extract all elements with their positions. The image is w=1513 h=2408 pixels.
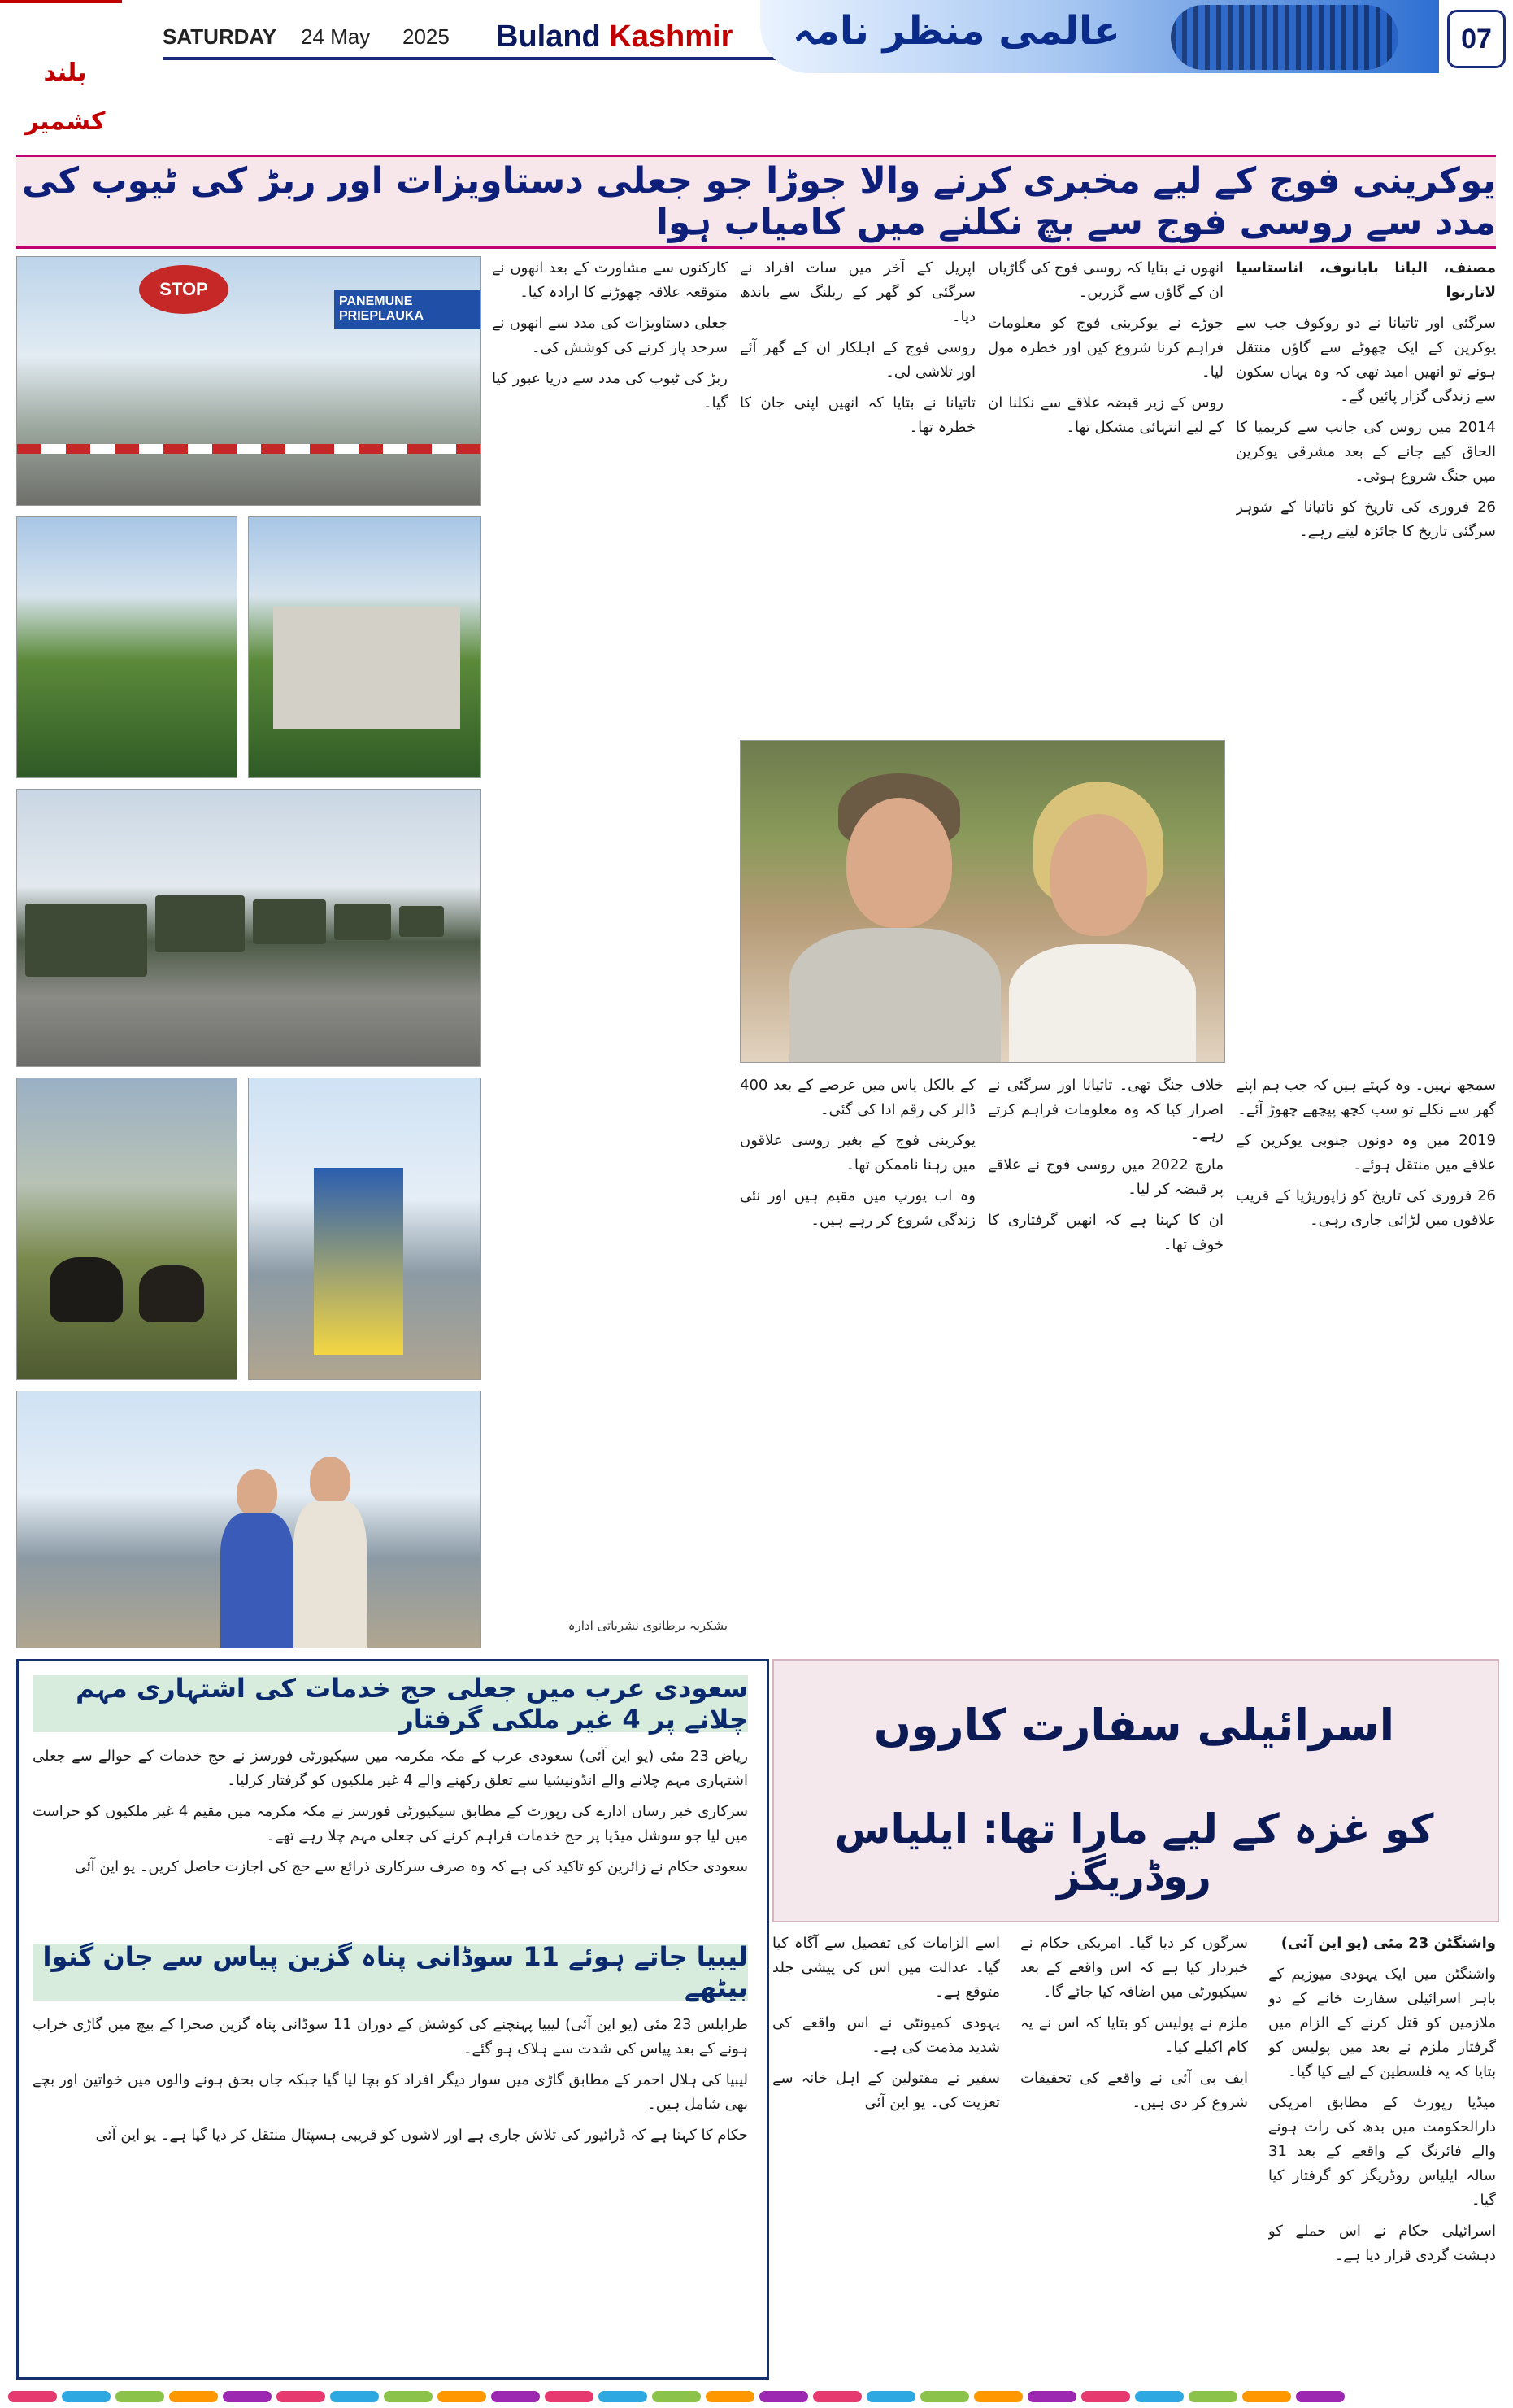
- photo-couple-fountain: [16, 1391, 481, 1648]
- paragraph: ریاض 23 مئی (یو این آئی) سعودی عرب کے مکہ مکرمہ میں سیکیورٹی فورسز نے حج خدمات کے حوالے سے جعلی اشتہاری مہم چلانے والے انڈونیشیا سے تعلق رکھنے والے 4 غیر ملکیوں کو گرفتار کرلیا۔: [33, 1748, 748, 1789]
- credit-line: بشکریہ برطانوی نشریاتی ادارہ: [567, 1618, 728, 1633]
- footer-dot: [1189, 2391, 1237, 2402]
- dateline: واشنگٹن 23 مئی (یو این آئی): [1280, 1935, 1496, 1952]
- paragraph: اسے الزامات کی تفصیل سے آگاہ کیا گیا۔ عدالت میں اس کی پیشی جلد متوقع ہے۔: [772, 1935, 1000, 2001]
- footer-dot: [598, 2391, 647, 2402]
- paragraph: سفیر نے مقتولین کے اہل خانہ سے تعزیت کی۔ یو این آئی: [772, 2070, 1000, 2111]
- footer-dot: [920, 2391, 969, 2402]
- header-brand: [496, 20, 733, 54]
- saudi-headline: سعودی عرب میں جعلی حج خدمات کی اشتہاری مہم چلانے پر 4 غیر ملکی گرفتار: [33, 1675, 748, 1732]
- truck-icon: [253, 899, 326, 944]
- truck-icon: [155, 895, 245, 952]
- paragraph: یہودی کمیونٹی نے اس واقعے کی شدید مذمت کی ہے۔: [772, 2014, 1000, 2056]
- photo-dogs-field: [16, 1078, 237, 1380]
- footer-dot: [652, 2391, 701, 2402]
- israel-headline-line2: کو غزہ کے لیے مارا تھا: ایلیاس روڈریگز: [834, 1805, 1434, 1900]
- footer-dot: [759, 2391, 808, 2402]
- barrier-icon: [17, 444, 480, 454]
- dog-icon: [139, 1265, 204, 1322]
- paragraph: کارکنوں سے مشاورت کے بعد انھوں نے متوقعہ علاقہ چھوڑنے کا ارادہ کیا۔: [492, 259, 728, 301]
- footer-dot: [867, 2391, 915, 2402]
- paragraph: انھوں نے بتایا کہ روسی فوج کی گاڑیاں ان کے گاؤں سے گزریں۔: [988, 259, 1224, 301]
- israel-story-col-2: [1020, 1931, 1248, 2379]
- house-wall: [273, 607, 460, 729]
- footer-dot: [62, 2391, 111, 2402]
- footer-dot: [1028, 2391, 1076, 2402]
- paragraph: حکام کا کہنا ہے کہ ڈرائیور کی تلاش جاری ہے اور لاشوں کو قریبی ہسپتال منتقل کر دیا گیا ہے۔ یو این آئی: [95, 2127, 748, 2144]
- masthead: [0, 0, 1513, 138]
- footer-dot: [974, 2391, 1023, 2402]
- paragraph: ان کا کہنا ہے کہ انھیں گرفتاری کا خوف تھا۔: [988, 1212, 1224, 1253]
- paragraph: 26 فروری کی تاریخ کو تاتیانا کے شوہر سرگئی تاریخ کا جائزہ لیتے رہے۔: [1236, 499, 1496, 540]
- paragraph: طرابلس 23 مئی (یو این آئی) لیبیا پہنچنے کی کوشش کے دوران 11 سوڈانی پناہ گزین صحرا کے بیچ میں گاڑی خراب ہونے کے بعد پیاس کی شدت سے ہلاک ہو گئے۔: [33, 2016, 748, 2057]
- header-day: SATURDAY: [163, 24, 277, 49]
- paragraph: جعلی دستاویزات کی مدد سے انھوں نے سرحد پار کرنے کی کوشش کی۔: [492, 315, 728, 356]
- paragraph: سرکاری خبر رساں ادارے کی رپورٹ کے مطابق سیکیورٹی فورسز نے مکہ مکرمہ میں مقیم 4 غیر ملکیوں کو حراست میں لیا جو سوشل میڈیا پر حج خدمات فراہم کرنے کی جعلی مہم چلا رہے تھے۔: [33, 1803, 748, 1844]
- paragraph: یوکرینی فوج کے بغیر روسی علاقوں میں رہنا ناممکن تھا۔: [740, 1132, 976, 1174]
- man-shirt: [789, 928, 1001, 1062]
- main-story-lower-mid: [988, 1073, 1224, 1643]
- paragraph: 26 فروری کی تاریخ کو زاپوریژیا کے قریب علاقوں میں لڑائی جاری رہی۔: [1236, 1187, 1496, 1229]
- footer-dot: [491, 2391, 540, 2402]
- footer-dot: [330, 2391, 379, 2402]
- truck-icon: [399, 906, 444, 937]
- paragraph: ربڑ کی ٹیوب کی مدد سے دریا عبور کیا گیا۔: [492, 370, 728, 411]
- woman-face: [237, 1469, 277, 1518]
- main-story-lower-right: [1236, 1073, 1496, 1643]
- footer-dot: [384, 2391, 433, 2402]
- photo-couple-portrait: [740, 740, 1225, 1063]
- paragraph: میڈیا رپورٹ کے مطابق امریکی دارالحکومت میں بدھ کی رات ہونے والے فائرنگ کے واقعے کے بعد 31 سالہ ایلیاس روڈریگز کو گرفتار کیا گیا۔: [1268, 2094, 1496, 2209]
- man-body: [293, 1501, 367, 1648]
- footer-dot: [706, 2391, 754, 2402]
- paragraph: سرگئی اور تاتیانا نے دو روکوف جب سے یوکرین کے ایک چھوٹے سے گاؤں منتقل ہونے تو انھیں امید تھی کہ وہ یہاں سکون سے زندگی گزار پائیں گے۔: [1236, 315, 1496, 405]
- paragraph: 2019 میں وہ دونوں جنوبی یوکرین کے علاقے میں منتقل ہوئے۔: [1236, 1132, 1496, 1174]
- paragraph: وہ اب یورپ میں مقیم ہیں اور نئی زندگی شروع کر رہے ہیں۔: [740, 1187, 976, 1229]
- woman-face: [1050, 814, 1147, 936]
- footer-dot: [545, 2391, 593, 2402]
- photo-garden-path: [16, 516, 237, 778]
- footer-dot: [1135, 2391, 1184, 2402]
- stop-sign-icon: STOP: [139, 265, 228, 314]
- brand-first: Buland: [496, 20, 601, 54]
- main-story-column-4: [492, 256, 728, 1647]
- man-face: [310, 1457, 350, 1505]
- woman-dress: [220, 1513, 293, 1648]
- world-map-icon: [1171, 5, 1398, 70]
- section-title: عالمی منظر نامہ: [793, 8, 1120, 54]
- photo-monument: [248, 1078, 481, 1380]
- israel-headline-line1: اسرائیلی سفارت کاروں: [873, 1700, 1395, 1751]
- footer-dot: [437, 2391, 486, 2402]
- footer-dot: [1242, 2391, 1291, 2402]
- paragraph: ایف بی آئی نے واقعے کی تحقیقات شروع کر دی ہیں۔: [1020, 2070, 1248, 2111]
- border-post-sign: PANEMUNE PRIEPLAUKA: [334, 290, 481, 329]
- main-headline: یوکرینی فوج کے لیے مخبری کرنے والا جوڑا جو جعلی دستاویزات اور ربڑ کی ٹیوب کی مدد سے روسی فوج سے بچ نکلنے میں کامیاب ہوا: [16, 155, 1496, 249]
- footer-dot: [169, 2391, 218, 2402]
- paragraph: 2014 میں روس کی جانب سے کریمیا کا الحاق کیے جانے کے بعد مشرقی یوکرین میں جنگ شروع ہوئی۔: [1236, 419, 1496, 485]
- paragraph: خلاف جنگ تھی۔ تاتیانا اور سرگئی نے اصرار کیا کہ وہ معلومات فراہم کرتے رہے۔: [988, 1077, 1224, 1143]
- paragraph: سعودی حکام نے زائرین کو تاکید کی ہے کہ وہ صرف سرکاری ذرائع سے حج کی اجازت حاصل کریں۔ یو این آئی: [74, 1858, 748, 1875]
- footer-dot: [276, 2391, 325, 2402]
- brand-second: Kashmir: [609, 20, 733, 54]
- paragraph: اپریل کے آخر میں سات افراد نے سرگئی کو گھر کے ریلنگ سے باندھ دیا۔: [740, 259, 976, 325]
- page-number: 07: [1447, 10, 1506, 68]
- paragraph: واشنگٹن میں ایک یہودی میوزیم کے باہر اسرائیلی سفارت خانے کے دو ملازمین کو قتل کرنے کے الزام میں گرفتار ملزم نے بعد میں پولیس کو بتایا کہ یہ فلسطین کے لیے کیا گیا۔: [1268, 1966, 1496, 2080]
- truck-icon: [334, 904, 391, 940]
- libya-story-body: [33, 2013, 748, 2362]
- main-story-column-2: [988, 256, 1224, 728]
- footer-dot: [223, 2391, 272, 2402]
- author-line: مصنف، الیانا بابانوف، اناستاسیا لاتارنوا: [1236, 259, 1496, 301]
- paragraph: تاتیانا نے بتایا کہ انھیں اپنی جان کا خطرہ تھا۔: [740, 394, 976, 436]
- paragraph: سرگوں کر دیا گیا۔ امریکی حکام نے خبردار کیا ہے کہ اس واقعے کے بعد سیکیورٹی میں اضافہ کیا جائے گا۔: [1020, 1935, 1248, 2001]
- paragraph: کے بالکل پاس میں عرصے کے بعد 400 ڈالر کی رقم ادا کی گئی۔: [740, 1077, 976, 1118]
- paragraph: جوڑے نے یوکرینی فوج کو معلومات فراہم کرنا شروع کیں اور خطرہ مول لیا۔: [988, 315, 1224, 381]
- main-story-lower-left: [740, 1073, 976, 1643]
- woman-shirt: [1009, 944, 1196, 1062]
- paragraph: روس کے زیر قبضہ علاقے سے نکلنا ان کے لیے انتہائی مشکل تھا۔: [988, 394, 1224, 436]
- libya-headline: لیبیا جاتے ہوئے 11 سوڈانی پناہ گزین پیاس سے جان گنوا بیٹھے: [33, 1944, 748, 2001]
- photo-brick-house: [248, 516, 481, 778]
- monument-icon: [314, 1168, 403, 1355]
- main-story-column-3: [740, 256, 976, 728]
- photo-military-convoy: [16, 789, 481, 1067]
- footer-dot: [1296, 2391, 1345, 2402]
- dog-icon: [50, 1257, 123, 1322]
- paragraph: اسرائیلی حکام نے اس حملے کو دہشت گردی قرار دیا ہے۔: [1268, 2223, 1496, 2264]
- footer-dot: [8, 2391, 57, 2402]
- saudi-story-body: [33, 1744, 748, 1931]
- footer-dot: [1081, 2391, 1130, 2402]
- paragraph: لیبیا کی ہلال احمر کے مطابق گاڑی میں سوار دیگر افراد کو بچا لیا گیا جبکہ جاں بحق ہونے والوں میں خواتین اور بچے بھی شامل ہیں۔: [33, 2071, 748, 2113]
- newspaper-logo: بلند کشمیر: [24, 59, 106, 136]
- masthead-accent-bar: [0, 0, 122, 3]
- paragraph: سمجھ نہیں۔ وہ کہتے ہیں کہ جب ہم اپنے گھر سے نکلے تو سب کچھ پیچھے چھوڑ آئے۔: [1236, 1077, 1496, 1118]
- footer-decoration: [0, 2384, 1513, 2408]
- israel-story-col-3: [772, 1931, 1000, 2379]
- truck-icon: [25, 904, 147, 977]
- paragraph: مارچ 2022 میں روسی فوج نے علاقے پر قبضہ کر لیا۔: [988, 1156, 1224, 1198]
- paragraph: ملزم نے پولیس کو بتایا کہ اس نے یہ کام اکیلے کیا۔: [1020, 2014, 1248, 2056]
- footer-dot: [115, 2391, 164, 2402]
- man-face: [846, 798, 952, 928]
- footer-dot: [813, 2391, 862, 2402]
- israel-story-col-1: [1268, 1931, 1496, 2379]
- header-date: 24 May: [301, 24, 371, 49]
- paragraph: روسی فوج کے اہلکار ان کے گھر آئے اور تلاشی لی۔: [740, 339, 976, 381]
- photo-border-crossing: [16, 256, 481, 506]
- header-year: 2025: [402, 24, 450, 49]
